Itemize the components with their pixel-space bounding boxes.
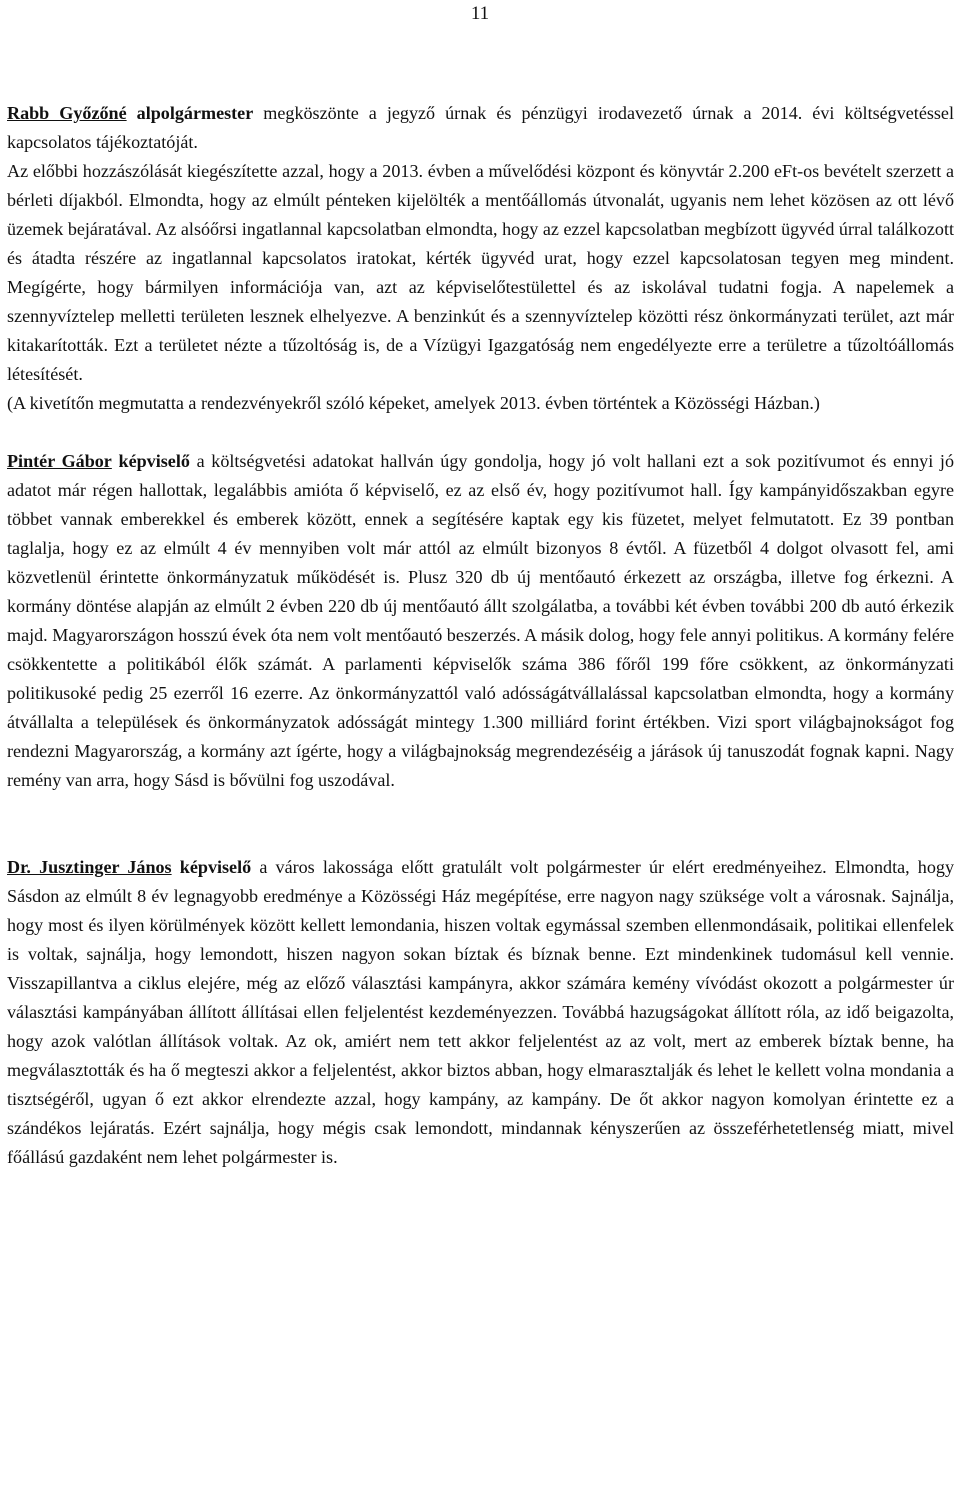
paragraph-note: (A kivetítőn megmutatta a rendezvényekről szóló képeket, amelyek 2013. évben történtek a Közösségi Házban.) [7, 393, 820, 413]
paragraph-rabb [7, 99, 954, 157]
paragraph-text: a költségvetési adatokat hallván úgy gondolja, hogy jó volt hallani ezt a sok pozitívumot és ennyi jó adatot már régen hallottak, legalábbis amióta ő képviselő, ez az első év, hogy pozitívumot hall. Így kampányidőszakban egyre többet vannak emberekkel és emberek között, ennek a segítésére kaptak egy kis füzetet, melyet felmutatott. Ez 39 pontban taglalja, hogy ez az elmúlt 4 év mennyiben volt már attól az elmúlt bizonyos 8 évtől. A füzetből 4 dolgot olvasott fel, ami közvetlenül érintette önkormányzatuk működését is. Plusz 320 db új mentőautó érkezett az országba, illetve fog érkezni. A kormány döntése alapján az elmúlt 2 évben 220 db új mentőautó állt szolgálatba, a további két évben további 200 db autó érkezik majd. Magyarországon hosszú évek óta nem volt mentőautó beszerzés. A másik dolog, hogy fele annyi politikus. A kormány felére csökkentette a politikából élők számát. A parlamenti képviselők száma 386 főről 199 főre csökkent, az önkormányzati politikusoké pedig 25 ezerről 16 ezerre. Az önkormányzattól való adósságátvállalással kapcsolatban elmondta, hogy a kormány átvállalta a települések és önkormányzatok adósságát mintegy 1.300 milliárd forint értékben. Vizi sport világbajnokságot fog rendezni Magyarország, a kormány azt ígérte, hogy a világbajnokság megrendezéséig a járások új tanuszodát fognak kapni. Nagy remény van arra, hogy Sásd is bővülni fog uszodával. [7, 451, 955, 790]
speaker-name: Pintér Gábor [7, 451, 112, 471]
paragraph-jusztinger [7, 853, 954, 1172]
paragraph-continuation: Az előbbi hozzászólását kiegészítette azzal, hogy a 2013. évben a művelődési központ és könyvtár 2.200 eFt-os bevételt szerzett a bérleti díjakból. Elmondta, hogy az elmúlt pénteken kijelölték a mentőállomás útvonalát, ugyanis nem lehet közösen az ott lévő üzemek bejáratával. Az alsóőrsi ingatlannal kapcsolatban elmondta, hogy az ezzel kapcsolatban megbízott ügyvéd úrral találkozott és átadta részére az ingatlannal kapcsolatos iratokat, kérték ügyvéd urat, hogy ezzel kapcsolatosan tegyen meg mindent. Megígérte, hogy bármilyen információja van, azt az képviselőtestülettel és az iskolával tudatni fogja. A napelemek a szennyvíztelep melletti területen lesznek elhelyezve. A benzinkút és a szennyvíztelep közötti rész önkormányzati terület, azt már kitakarították. Ezt a területet nézte a tűzoltóság is, de a Vízügyi Igazgatóság nem engedélyezte erre a területre a tűzoltóállomás létesítését. [7, 161, 954, 384]
page-number: 11 [470, 3, 490, 24]
paragraph-text: a város lakossága előtt gratulált volt polgármester úr elért eredményeihez. Elmondta, hogy Sásdon az elmúlt 8 év legnagyobb eredménye a Közösségi Ház megépítése, erre nagyon nagy szüksége volt a városnak. Sajnálja, hogy most és ilyen körülmények között kellett lemondania, hiszen voltak egymással szemben ellenmondásaik, politikai ellenfelek is voltak, sajnálja, hogy lemondott, hiszen nagyon sokan bíztak és bíznak benne. Ezt mindenkinek tudomásul kell vennie. Visszapillantva a ciklus elejére, még az előző választási kampányra, akkor számára kemény vívódást okozott a polgármester úr választási kampányában állított állításai ellen feljelentést kezdeményezzen. Továbbá hazugságokat állított róla, az idő beigazolta, hogy azok valótlan állítások voltak. Az ok, amiért nem tett akkor feljelentést az az volt, mert az emberek bíztak benne, ha megválasztották és ha ő megteszi akkor a feljelentést, akkor biztos abban, hogy elmarasztalják és lehet le kellett volna mondania a tisztségéről, ugyan ő ezt akkor elrendezte azzal, hogy kampány, az kampány. De őt akkor nagyon komolyan érintette ez a szándékos lejáratás. Ezért sajnálja, hogy mégis csak lemondott, mindannak kényszerűen az összeférhetetlenség miatt, mivel főállású gazdaként nem lehet polgármester is. [7, 857, 954, 1167]
speaker-role: alpolgármester [136, 103, 254, 123]
speaker-name: Rabb Győzőné [7, 103, 127, 123]
speaker-name: Dr. Jusztinger János [7, 857, 172, 877]
speaker-role: képviselő [118, 451, 190, 471]
document-body [7, 99, 954, 1172]
speaker-role: képviselő [179, 857, 252, 877]
paragraph-text: megköszönte a jegyző úrnak és pénzügyi irodavezető úrnak a 2014. évi költségvetéssel kapcsolatos tájékoztatóját. [7, 103, 954, 152]
paragraph-pinter [7, 447, 954, 795]
